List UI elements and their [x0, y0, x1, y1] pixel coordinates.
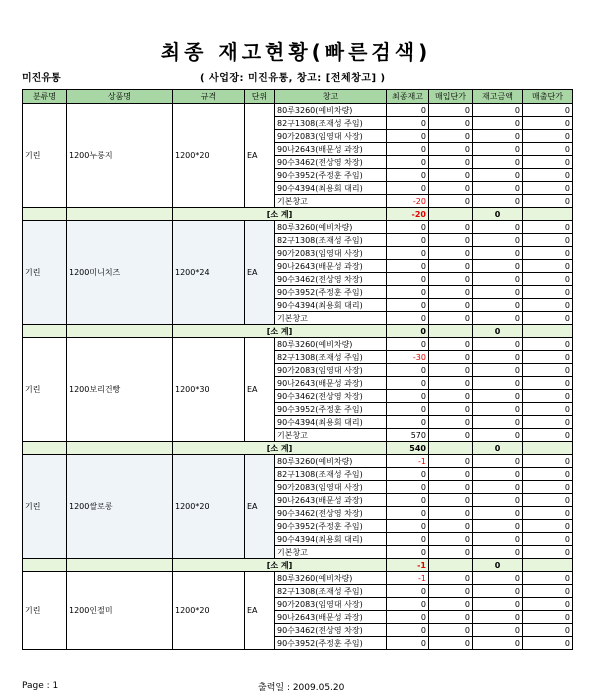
subtotal-stock: -20: [387, 208, 429, 221]
col-header-final-stock: 최종재고: [387, 90, 429, 104]
final-stock-cell: 0: [387, 104, 429, 117]
warehouse-cell: 80루3260(예비차량): [275, 455, 387, 468]
unit-cell: EA: [245, 104, 275, 208]
warehouse-cell: 80루3260(예비차량): [275, 572, 387, 585]
stock-amount-cell: 0: [473, 585, 523, 598]
warehouse-cell: 90수3952(주정훈 주임): [275, 520, 387, 533]
subtotal-amount: 0: [473, 559, 523, 572]
sell-price-cell: 0: [523, 403, 573, 416]
sell-price-cell: 0: [523, 377, 573, 390]
sell-price-cell: 0: [523, 130, 573, 143]
sell-price-cell: 0: [523, 585, 573, 598]
stock-amount-cell: 0: [473, 338, 523, 351]
sell-price-cell: 0: [523, 546, 573, 559]
stock-amount-cell: 0: [473, 169, 523, 182]
sell-price-cell: 0: [523, 221, 573, 234]
stock-amount-cell: 0: [473, 468, 523, 481]
buy-price-cell: 0: [429, 481, 473, 494]
subtotal-blank: [23, 559, 67, 572]
stock-amount-cell: 0: [473, 182, 523, 195]
buy-price-cell: 0: [429, 299, 473, 312]
warehouse-cell: 82구1308(조재성 주임): [275, 585, 387, 598]
sell-price-cell: 0: [523, 286, 573, 299]
stock-amount-cell: 0: [473, 429, 523, 442]
buy-price-cell: 0: [429, 195, 473, 208]
buy-price-cell: 0: [429, 143, 473, 156]
spec-cell: 1200*30: [173, 338, 245, 442]
buy-price-cell: 0: [429, 611, 473, 624]
final-stock-cell: 0: [387, 494, 429, 507]
warehouse-cell: 90가2083(임영대 사장): [275, 364, 387, 377]
sell-price-cell: 0: [523, 611, 573, 624]
buy-price-cell: 0: [429, 104, 473, 117]
buy-price-cell: 0: [429, 117, 473, 130]
buy-price-cell: 0: [429, 273, 473, 286]
buy-price-cell: 0: [429, 533, 473, 546]
buy-price-cell: 0: [429, 520, 473, 533]
stock-amount-cell: 0: [473, 377, 523, 390]
subtotal-blank: [429, 442, 473, 455]
warehouse-cell: 90수3952(주정훈 주임): [275, 403, 387, 416]
subtotal-blank: [523, 442, 573, 455]
final-stock-cell: 0: [387, 156, 429, 169]
final-stock-cell: 0: [387, 481, 429, 494]
subtotal-blank: [23, 442, 67, 455]
subtotal-label: [소 계]: [173, 559, 387, 572]
unit-cell: EA: [245, 338, 275, 442]
buy-price-cell: 0: [429, 455, 473, 468]
subtotal-row: [23, 208, 573, 221]
buy-price-cell: 0: [429, 546, 473, 559]
subtotal-blank: [523, 325, 573, 338]
stock-amount-cell: 0: [473, 247, 523, 260]
warehouse-cell: 82구1308(조재성 주임): [275, 117, 387, 130]
warehouse-cell: 90가2083(임영대 사장): [275, 481, 387, 494]
warehouse-cell: 90수3462(전상영 차장): [275, 507, 387, 520]
final-stock-cell: 0: [387, 221, 429, 234]
page-number: Page : 1: [22, 681, 59, 691]
subtotal-blank: [523, 208, 573, 221]
buy-price-cell: 0: [429, 585, 473, 598]
final-stock-cell: 0: [387, 390, 429, 403]
stock-amount-cell: 0: [473, 507, 523, 520]
spec-cell: 1200*20: [173, 104, 245, 208]
warehouse-cell: 80루3260(예비차량): [275, 221, 387, 234]
buy-price-cell: 0: [429, 130, 473, 143]
stock-amount-cell: 0: [473, 598, 523, 611]
table-row: [23, 221, 573, 234]
warehouse-cell: 기본창고: [275, 546, 387, 559]
stock-amount-cell: 0: [473, 637, 523, 650]
warehouse-cell: 82구1308(조재성 주임): [275, 468, 387, 481]
final-stock-cell: 0: [387, 364, 429, 377]
final-stock-cell: 0: [387, 468, 429, 481]
subtotal-blank: [429, 325, 473, 338]
subtotal-row: [23, 325, 573, 338]
warehouse-cell: 90수3952(주정훈 주임): [275, 637, 387, 650]
sell-price-cell: 0: [523, 598, 573, 611]
sell-price-cell: 0: [523, 169, 573, 182]
col-header-warehouse: 창고: [275, 90, 387, 104]
stock-amount-cell: 0: [473, 390, 523, 403]
sell-price-cell: 0: [523, 624, 573, 637]
stock-amount-cell: 0: [473, 273, 523, 286]
final-stock-cell: 0: [387, 260, 429, 273]
buy-price-cell: 0: [429, 351, 473, 364]
stock-amount-cell: 0: [473, 364, 523, 377]
stock-amount-cell: 0: [473, 299, 523, 312]
warehouse-cell: 기본창고: [275, 195, 387, 208]
table-row: [23, 104, 573, 117]
product-cell: 1200미니치즈: [67, 221, 173, 325]
final-stock-cell: 0: [387, 377, 429, 390]
sell-price-cell: 0: [523, 416, 573, 429]
table-header-row: [23, 90, 573, 104]
stock-amount-cell: 0: [473, 416, 523, 429]
sell-price-cell: 0: [523, 520, 573, 533]
final-stock-cell: 0: [387, 546, 429, 559]
final-stock-cell: 0: [387, 403, 429, 416]
sell-price-cell: 0: [523, 390, 573, 403]
final-stock-cell: 0: [387, 338, 429, 351]
stock-amount-cell: 0: [473, 455, 523, 468]
col-header-spec: 규격: [173, 90, 245, 104]
subtotal-blank: [23, 325, 67, 338]
final-stock-cell: 0: [387, 624, 429, 637]
stock-amount-cell: 0: [473, 156, 523, 169]
sell-price-cell: 0: [523, 572, 573, 585]
subtotal-stock: 540: [387, 442, 429, 455]
buy-price-cell: 0: [429, 169, 473, 182]
col-header-buy-price: 매입단가: [429, 90, 473, 104]
subtotal-blank: [67, 559, 173, 572]
sell-price-cell: 0: [523, 247, 573, 260]
sell-price-cell: 0: [523, 299, 573, 312]
warehouse-cell: 90가2083(임영대 사장): [275, 598, 387, 611]
sell-price-cell: 0: [523, 533, 573, 546]
subtotal-label: [소 계]: [173, 325, 387, 338]
warehouse-cell: 90수3462(전상영 차장): [275, 156, 387, 169]
stock-amount-cell: 0: [473, 234, 523, 247]
warehouse-cell: 기본창고: [275, 429, 387, 442]
col-header-category: 분류명: [23, 90, 67, 104]
buy-price-cell: 0: [429, 286, 473, 299]
subtotal-blank: [67, 442, 173, 455]
stock-amount-cell: 0: [473, 143, 523, 156]
warehouse-cell: 90수3952(주정훈 주임): [275, 169, 387, 182]
buy-price-cell: 0: [429, 494, 473, 507]
subtotal-stock: 0: [387, 325, 429, 338]
stock-amount-cell: 0: [473, 221, 523, 234]
final-stock-cell: 0: [387, 299, 429, 312]
subtotal-amount: 0: [473, 442, 523, 455]
inventory-table: [22, 89, 573, 650]
sell-price-cell: 0: [523, 455, 573, 468]
buy-price-cell: 0: [429, 247, 473, 260]
buy-price-cell: 0: [429, 221, 473, 234]
unit-cell: EA: [245, 221, 275, 325]
final-stock-cell: -20: [387, 195, 429, 208]
subtotal-amount: 0: [473, 208, 523, 221]
sell-price-cell: 0: [523, 260, 573, 273]
product-cell: 1200인절미: [67, 572, 173, 650]
warehouse-cell: 82구1308(조재성 주임): [275, 234, 387, 247]
spec-cell: 1200*24: [173, 221, 245, 325]
warehouse-cell: 90나2643(배문성 과장): [275, 377, 387, 390]
spec-cell: 1200*20: [173, 572, 245, 650]
sell-price-cell: 0: [523, 117, 573, 130]
final-stock-cell: -1: [387, 572, 429, 585]
category-cell: 기린: [23, 338, 67, 442]
stock-amount-cell: 0: [473, 195, 523, 208]
sell-price-cell: 0: [523, 104, 573, 117]
stock-amount-cell: 0: [473, 520, 523, 533]
stock-amount-cell: 0: [473, 312, 523, 325]
sell-price-cell: 0: [523, 312, 573, 325]
final-stock-cell: 0: [387, 611, 429, 624]
sell-price-cell: 0: [523, 143, 573, 156]
buy-price-cell: 0: [429, 624, 473, 637]
final-stock-cell: 0: [387, 130, 429, 143]
final-stock-cell: 0: [387, 637, 429, 650]
warehouse-cell: 90수3952(주정훈 주임): [275, 286, 387, 299]
warehouse-cell: 90수4394(최용회 대리): [275, 533, 387, 546]
stock-amount-cell: 0: [473, 403, 523, 416]
final-stock-cell: 0: [387, 143, 429, 156]
subtotal-blank: [429, 559, 473, 572]
sell-price-cell: 0: [523, 156, 573, 169]
subtotal-row: [23, 442, 573, 455]
sell-price-cell: 0: [523, 507, 573, 520]
warehouse-cell: 90가2083(임영대 사장): [275, 130, 387, 143]
sell-price-cell: 0: [523, 494, 573, 507]
warehouse-cell: 90수3462(전상영 차장): [275, 390, 387, 403]
final-stock-cell: 570: [387, 429, 429, 442]
sell-price-cell: 0: [523, 195, 573, 208]
buy-price-cell: 0: [429, 637, 473, 650]
category-cell: 기린: [23, 221, 67, 325]
buy-price-cell: 0: [429, 234, 473, 247]
product-cell: 1200누룽지: [67, 104, 173, 208]
sell-price-cell: 0: [523, 364, 573, 377]
warehouse-cell: 90나2643(배문성 과장): [275, 143, 387, 156]
buy-price-cell: 0: [429, 390, 473, 403]
sell-price-cell: 0: [523, 182, 573, 195]
final-stock-cell: 0: [387, 507, 429, 520]
buy-price-cell: 0: [429, 338, 473, 351]
stock-amount-cell: 0: [473, 533, 523, 546]
product-cell: 1200보리건빵: [67, 338, 173, 442]
sell-price-cell: 0: [523, 637, 573, 650]
subtotal-blank: [67, 325, 173, 338]
warehouse-cell: 80루3260(예비차량): [275, 338, 387, 351]
col-header-stock-amount: 재고금액: [473, 90, 523, 104]
final-stock-cell: 0: [387, 169, 429, 182]
sell-price-cell: 0: [523, 468, 573, 481]
warehouse-cell: 90나2643(배문성 과장): [275, 494, 387, 507]
stock-amount-cell: 0: [473, 104, 523, 117]
col-header-product: 상품명: [67, 90, 173, 104]
final-stock-cell: 0: [387, 234, 429, 247]
stock-amount-cell: 0: [473, 572, 523, 585]
warehouse-cell: 90수4394(최용회 대리): [275, 299, 387, 312]
sell-price-cell: 0: [523, 234, 573, 247]
final-stock-cell: 0: [387, 520, 429, 533]
subtotal-stock: -1: [387, 559, 429, 572]
warehouse-cell: 90수4394(최용회 대리): [275, 416, 387, 429]
buy-price-cell: 0: [429, 156, 473, 169]
warehouse-cell: 90수4394(최용회 대리): [275, 182, 387, 195]
product-cell: 1200쌀로롱: [67, 455, 173, 559]
buy-price-cell: 0: [429, 416, 473, 429]
sell-price-cell: 0: [523, 273, 573, 286]
category-cell: 기린: [23, 572, 67, 650]
spec-cell: 1200*20: [173, 455, 245, 559]
subtotal-label: [소 계]: [173, 208, 387, 221]
subtotal-blank: [429, 208, 473, 221]
buy-price-cell: 0: [429, 377, 473, 390]
warehouse-cell: 기본창고: [275, 312, 387, 325]
stock-amount-cell: 0: [473, 260, 523, 273]
table-row: [23, 338, 573, 351]
stock-amount-cell: 0: [473, 286, 523, 299]
buy-price-cell: 0: [429, 598, 473, 611]
category-cell: 기린: [23, 455, 67, 559]
stock-amount-cell: 0: [473, 130, 523, 143]
final-stock-cell: 0: [387, 117, 429, 130]
category-cell: 기린: [23, 104, 67, 208]
buy-price-cell: 0: [429, 312, 473, 325]
buy-price-cell: 0: [429, 507, 473, 520]
sell-price-cell: 0: [523, 351, 573, 364]
report-filter-info: ( 사업장: 미진유통, 창고: [전체창고] ): [200, 73, 386, 84]
final-stock-cell: 0: [387, 247, 429, 260]
subtotal-label: [소 계]: [173, 442, 387, 455]
final-stock-cell: 0: [387, 182, 429, 195]
sell-price-cell: 0: [523, 338, 573, 351]
warehouse-cell: 90수3462(전상영 차장): [275, 624, 387, 637]
final-stock-cell: 0: [387, 533, 429, 546]
stock-amount-cell: 0: [473, 351, 523, 364]
stock-amount-cell: 0: [473, 117, 523, 130]
buy-price-cell: 0: [429, 468, 473, 481]
subtotal-blank: [523, 559, 573, 572]
buy-price-cell: 0: [429, 572, 473, 585]
table-row: [23, 572, 573, 585]
unit-cell: EA: [245, 572, 275, 650]
table-body: [23, 104, 573, 650]
warehouse-cell: 90수3462(전상영 차장): [275, 273, 387, 286]
stock-amount-cell: 0: [473, 624, 523, 637]
final-stock-cell: 0: [387, 585, 429, 598]
warehouse-cell: 90가2083(임영대 사장): [275, 247, 387, 260]
final-stock-cell: 0: [387, 416, 429, 429]
warehouse-cell: 80루3260(예비차량): [275, 104, 387, 117]
subtotal-amount: 0: [473, 325, 523, 338]
subtotal-blank: [23, 208, 67, 221]
buy-price-cell: 0: [429, 182, 473, 195]
col-header-unit: 단위: [245, 90, 275, 104]
buy-price-cell: 0: [429, 403, 473, 416]
company-name: 미진유통: [22, 73, 61, 84]
buy-price-cell: 0: [429, 429, 473, 442]
final-stock-cell: 0: [387, 286, 429, 299]
final-stock-cell: -30: [387, 351, 429, 364]
table-row: [23, 455, 573, 468]
final-stock-cell: 0: [387, 273, 429, 286]
final-stock-cell: 0: [387, 312, 429, 325]
stock-amount-cell: 0: [473, 611, 523, 624]
final-stock-cell: -1: [387, 455, 429, 468]
subtotal-row: [23, 559, 573, 572]
col-header-sell-price: 매출단가: [523, 90, 573, 104]
subtotal-blank: [67, 208, 173, 221]
buy-price-cell: 0: [429, 364, 473, 377]
warehouse-cell: 82구1308(조재성 주임): [275, 351, 387, 364]
sell-price-cell: 0: [523, 429, 573, 442]
stock-amount-cell: 0: [473, 494, 523, 507]
stock-amount-cell: 0: [473, 481, 523, 494]
final-stock-cell: 0: [387, 598, 429, 611]
unit-cell: EA: [245, 455, 275, 559]
warehouse-cell: 90나2643(배문성 과장): [275, 611, 387, 624]
warehouse-cell: 90나2643(배문성 과장): [275, 260, 387, 273]
page-title: 최종 재고현황(빠른검색): [160, 40, 432, 64]
stock-amount-cell: 0: [473, 546, 523, 559]
buy-price-cell: 0: [429, 260, 473, 273]
print-date: 출력일 : 2009.05.20: [258, 683, 345, 693]
sell-price-cell: 0: [523, 481, 573, 494]
